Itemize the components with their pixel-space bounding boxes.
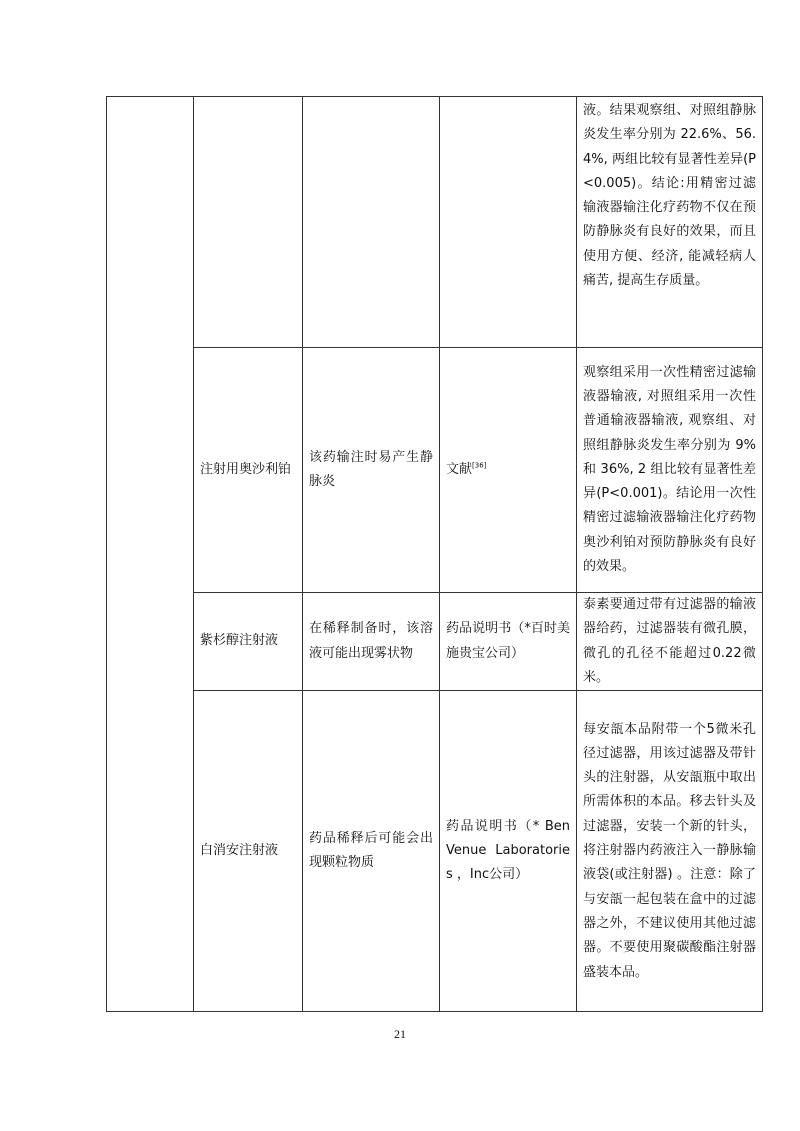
table-row <box>107 348 763 593</box>
detail-cell: 液。结果观察组、对照组静脉炎发生率分别为 22.6%、56.4%, 两组比较有显著性差异(P<0.005)。结论:用精密过滤输液器输注化疗药物不仅在预防静脉炎有良好的效果，而且使用方便、经济, 能减轻病人痛苦, 提高生存质量。 <box>577 97 763 348</box>
table-row <box>107 593 763 691</box>
source-cell <box>440 348 577 593</box>
drug-name-cell: 注射用奥沙利铂 <box>194 348 303 593</box>
detail-cell: 观察组采用一次性精密过滤输液器输液, 对照组采用一次性普通输液器输液, 观察组、对照组静脉炎发生率分别为 9%和 36%, 2 组比较有显著性差异(P<0.001)。结论用一次性精密过滤输液器输注化疗药物奥沙利铂对预防静脉炎有良好的效果。 <box>577 348 763 593</box>
table-row <box>107 691 763 1012</box>
detail-cell: 泰素要通过带有过滤器的输液器给药，过滤器装有微孔膜，微孔的孔径不能超过0.22微米。 <box>577 593 763 691</box>
page-number: 21 <box>394 1027 406 1041</box>
source-cell: 药品说明书（* Ben Venue Laboratories ，Inc公司） <box>440 691 577 1012</box>
source-cell: 药品说明书（*百时美施贵宝公司） <box>440 593 577 691</box>
issue-cell: 该药输注时易产生静脉炎 <box>303 348 440 593</box>
drug-filter-table <box>106 96 763 1012</box>
issue-cell <box>303 97 440 348</box>
drug-name-cell: 紫杉醇注射液 <box>194 593 303 691</box>
source-cell <box>440 97 577 348</box>
source-text: 文献 <box>446 461 473 477</box>
category-cell <box>107 97 194 1012</box>
drug-name-cell <box>194 97 303 348</box>
issue-cell: 在稀释制备时，该溶液可能出现雾状物 <box>303 593 440 691</box>
citation-ref: [36] <box>472 461 487 470</box>
issue-cell: 药品稀释后可能会出现颗粒物质 <box>303 691 440 1012</box>
detail-cell: 每安瓿本品附带一个5微米孔径过滤器，用该过滤器及带针头的注射器，从安瓿瓶中取出所需体积的本品。移去针头及过滤器，安装一个新的针头，将注射器内药液注入一静脉输液袋(或注射器) 。注意：除了与安瓿一起包装在盒中的过滤器之外，不建议使用其他过滤器。不要使用聚碳酸酯注射器盛装本品。 <box>577 691 763 1012</box>
table-row <box>107 97 763 348</box>
drug-name-cell: 白消安注射液 <box>194 691 303 1012</box>
